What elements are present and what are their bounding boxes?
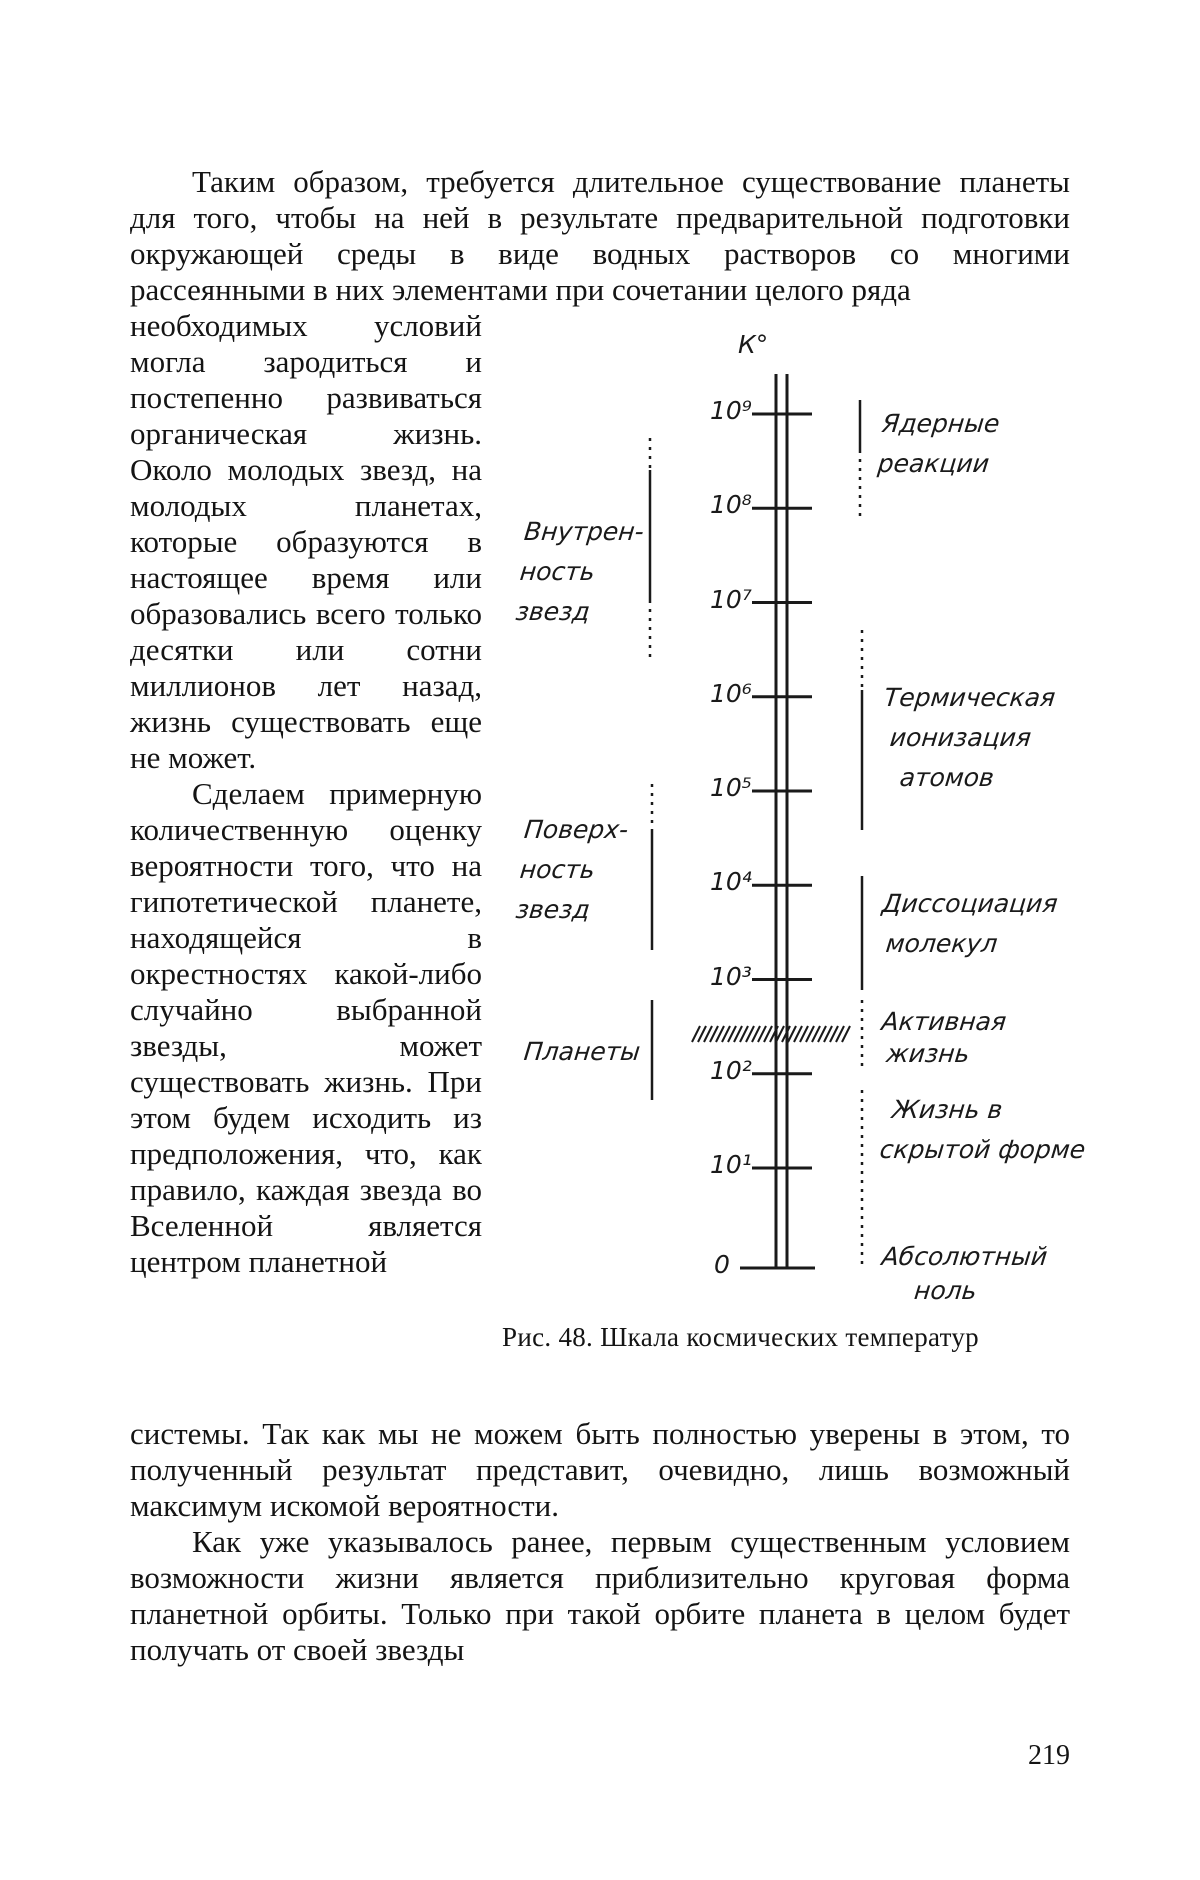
tick-label: 10³ [710,961,752,991]
label-molecule-dissociation [876,884,1060,964]
top-paragraph-text: Таким образом, требуется длительное существование планеты для того, чтобы на ней в результате предварительной подготовки окружающей среды в виде водных растворов со многими рассеянными в них элементами при сочетании целого ряда [130,164,1070,307]
left-column-text [130,308,482,1280]
hatch-stroke [752,1026,760,1042]
hatch-stroke [842,1026,850,1042]
hatch-stroke [830,1026,838,1042]
bottom-paragraph-2-text: Как уже указывалось ранее, первым существенным условием возможности жизни является приблизительно круговая форма планетной орбиты. Только при такой орбите планета в целом будет получать от своей звезды [130,1524,1070,1667]
top-paragraph [130,164,1070,308]
left-column-paragraph-2 [130,776,482,1280]
hatch-stroke [770,1026,778,1042]
label-planets-line1: Планеты [522,1037,642,1066]
label-latent-life-line2: скрытой форме [878,1135,1087,1164]
label-absolute-zero [876,1240,1049,1308]
left-column-paragraph-2-text: Сделаем примерную количественную оценку вероятности того, что на гипотетической планете, находящейся в окрестностях какой-либо случайно выбранной звезды, может существовать жизнь. При этом будем исходить из предположения, что, как правило, каждая звезда во Вселенной является центром планетной [130,776,482,1279]
hatch-stroke [704,1026,712,1042]
label-dissociation-line1: Диссоциация [880,889,1060,918]
hatch-stroke [776,1026,784,1042]
label-ionization-line2: ионизация [888,723,1033,752]
label-absolute-zero-line1: Абсолютный [880,1242,1049,1271]
hatch-stroke [782,1026,790,1042]
bottom-paragraph-1: системы. Так как мы не можем быть полностью уверены в этом, то полученный результат представит, очевидно, лишь возможный максимум искомой вероятности. [130,1416,1070,1523]
hatch-stroke [698,1026,706,1042]
hatch-stroke [818,1026,826,1042]
hatch-stroke [722,1026,730,1042]
label-latent-life [878,1090,1092,1170]
hatch-stroke [716,1026,724,1042]
scale-ticks [752,414,812,1168]
label-star-interior-line2: ность [518,557,597,586]
label-star-interior-line3: звезд [514,597,592,626]
label-ionization-line1: Термическая [882,683,1057,712]
hatch-stroke [788,1026,796,1042]
label-nuclear-line1: Ядерные [880,409,1002,438]
hatch-stroke [758,1026,766,1042]
label-nuclear-line2: реакции [876,449,991,478]
label-ionization-line3: атомов [898,763,996,792]
tick-label: 10² [710,1055,752,1085]
hatch-stroke [710,1026,718,1042]
page-number: 219 [1028,1740,1070,1771]
label-latent-life-line1: Жизнь в [890,1095,1004,1124]
tick-label: 10⁸ [710,490,752,520]
hatch-stroke [836,1026,844,1042]
label-star-interior-line1: Внутрен- [522,517,646,546]
hatch-stroke [728,1026,736,1042]
active-life-hatch [692,1026,850,1042]
hatch-stroke [692,1026,700,1042]
label-star-surface-line3: звезд [514,895,592,924]
label-active-life-line1: Активная [880,1007,1008,1036]
label-absolute-zero-line2: ноль [912,1276,979,1305]
hatch-stroke [746,1026,754,1042]
label-dissociation-line2: молекул [884,929,999,958]
figure-caption: Рис. 48. Шкала космических температур [502,1322,979,1352]
tick-label: 10⁴ [710,867,752,897]
label-active-life-line2: жизнь [884,1039,972,1068]
label-star-surface-line1: Поверх- [522,815,630,844]
tick-label: 10⁹ [710,396,752,425]
tick-label: 10⁶ [710,678,752,708]
label-active-life [877,1006,1008,1070]
hatch-stroke [812,1026,820,1042]
tick-label: 10⁷ [710,584,752,614]
label-star-surface-line2: ность [518,855,597,884]
label-star-interior [514,512,646,632]
hatch-stroke [800,1026,808,1042]
label-planets [522,1032,642,1072]
label-star-surface [514,810,631,930]
hatch-stroke [806,1026,814,1042]
hatch-stroke [734,1026,742,1042]
tick-label: 0 [714,1250,730,1279]
tick-label: 10⁵ [710,773,752,802]
tick-label: 10¹ [710,1150,752,1179]
bottom-text [130,1416,1070,1668]
bottom-paragraph-2 [130,1524,1070,1668]
hatch-stroke [794,1026,802,1042]
left-column-paragraph-1: необходимых условий могла зародиться и постепенно развиваться органическая жизнь. Около молодых звезд, на молодых планетах, которые образуются в настоящее время или образовались всего только десятки или сотни миллионов лет назад, жизнь существовать еще не может. [130,308,482,775]
hatch-stroke [740,1026,748,1042]
label-nuclear-reactions [876,404,1002,484]
axis-unit-label: К° [738,330,769,359]
label-thermal-ionization [874,678,1058,798]
hatch-stroke [764,1026,772,1042]
hatch-stroke [824,1026,832,1042]
